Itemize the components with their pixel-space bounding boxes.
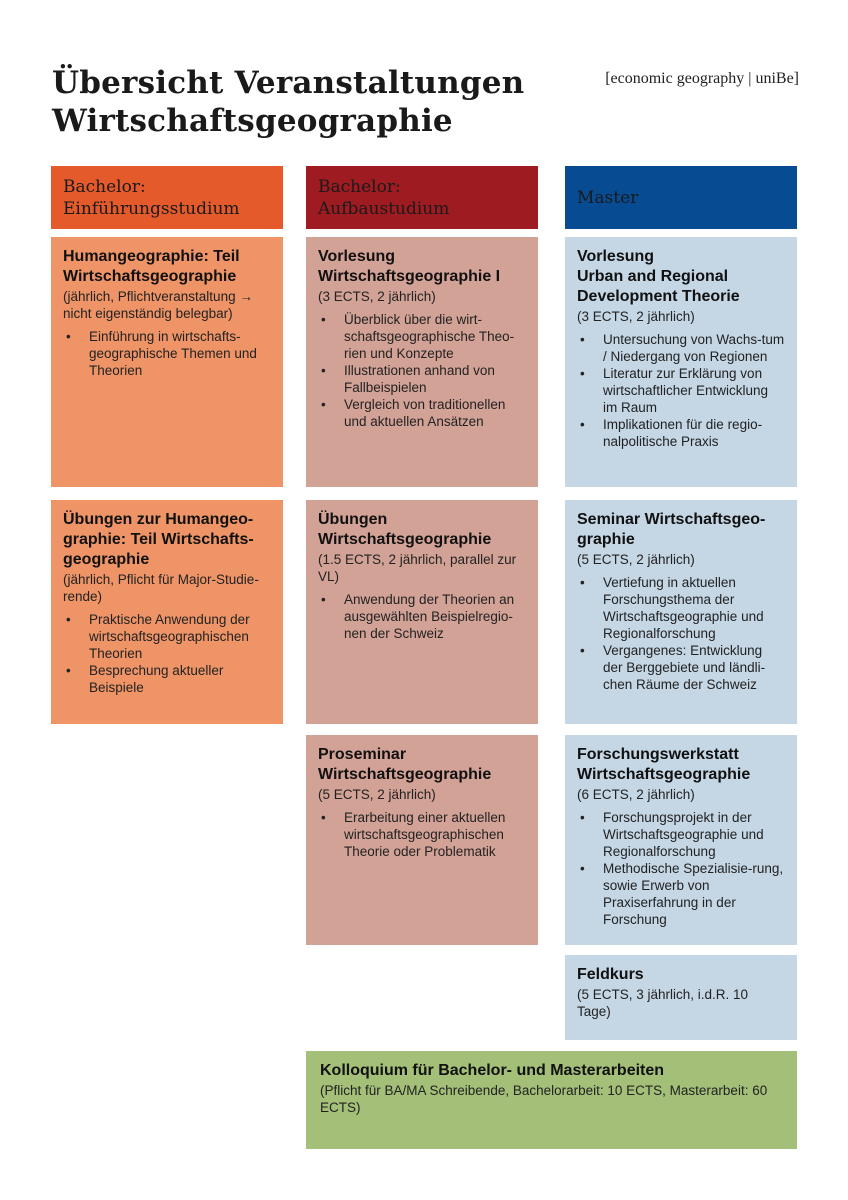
topic-item: • Vergangenes: Entwicklung der Berggebiete und ländli-chen Räume der Schweiz (577, 642, 785, 693)
course-seminar (565, 500, 797, 724)
course-title-line: Wirtschaftsgeographie I (318, 268, 501, 285)
course-title-line: Übungen zur Humangeo- (63, 511, 254, 528)
column-header-line1: Master (577, 187, 639, 208)
course-title-line: Development Theorie (577, 288, 740, 305)
course-info: (Pflicht für BA/MA Schreibende, Bachelorarbeit: 10 ECTS, Masterarbeit: 60 ECTS) (320, 1083, 768, 1115)
topic-item: • Illustrationen anhand von Fallbeispielen (318, 362, 526, 396)
course-title-line: Wirtschaftsgeographie (318, 766, 492, 783)
course-info: (jährlich, Pflicht für Major-Studie-rende) (63, 572, 259, 604)
course-title (577, 745, 785, 785)
topic-item: • Methodische Spezialisie-rung, sowie Erwerb von Praxiserfahrung in der Forschung (577, 860, 785, 928)
course-title-line: Seminar Wirtschaftsgeo- (577, 511, 766, 528)
column-header-master (565, 166, 797, 229)
topic-item: • Praktische Anwendung der wirtschaftsgeographischen Theorien (63, 611, 271, 662)
course-title-line: graphie: Teil Wirtschafts- (63, 531, 254, 548)
topic-item: • Literatur zur Erklärung von wirtschaftlicher Entwicklung im Raum (577, 365, 785, 416)
course-topics (318, 591, 526, 642)
page-title-line1: Übersicht Veranstaltungen (52, 65, 525, 101)
course-title (318, 745, 526, 785)
topic-item: • Implikationen für die regio-nalpolitische Praxis (577, 416, 785, 450)
course-title-line: Feldkurs (577, 966, 644, 983)
course-title (577, 965, 785, 985)
page-title (52, 64, 524, 140)
topic-item: • Vergleich von traditionellen und aktuellen Ansätzen (318, 396, 526, 430)
course-title-line: Vorlesung (318, 248, 396, 265)
course-topics (577, 574, 785, 693)
course-title-line: Urban and Regional (577, 268, 729, 285)
course-vorlesung-urban-regional (565, 237, 797, 487)
course-title (63, 247, 271, 287)
course-title-line: Humangeographie: Teil (63, 248, 240, 265)
course-topics (577, 331, 785, 450)
course-title-line: Vorlesung (577, 248, 655, 265)
course-title (577, 510, 785, 550)
column-header-line1: Bachelor: (318, 176, 401, 197)
course-title (318, 510, 526, 550)
course-title (318, 247, 526, 287)
course-title-line: Wirtschaftsgeographie (63, 268, 237, 285)
column-header-line1: Bachelor: (63, 176, 146, 197)
course-info: (3 ECTS, 2 jährlich) (577, 309, 695, 324)
course-title-line: geographie (63, 551, 150, 568)
course-topics (318, 311, 526, 430)
course-info: (3 ECTS, 2 jährlich) (318, 289, 436, 304)
course-info: (6 ECTS, 2 jährlich) (577, 787, 695, 802)
course-title (577, 247, 785, 307)
course-info: (5 ECTS, 2 jährlich) (577, 552, 695, 567)
brand-label: [economic geography | uniBe] (605, 70, 799, 87)
course-topics (63, 611, 271, 696)
course-title-line: graphie (577, 531, 635, 548)
course-topics (577, 809, 785, 928)
course-info: (1.5 ECTS, 2 jährlich, parallel zur VL) (318, 552, 517, 584)
course-title-line: Übungen (318, 511, 388, 528)
course-info: (5 ECTS, 3 jährlich, i.d.R. 10 Tage) (577, 987, 749, 1019)
course-info: (jährlich, Pflichtveranstaltung → nicht eigenständig belegbar) (63, 289, 253, 321)
course-title-line: Wirtschaftsgeographie (577, 766, 751, 783)
page-title-line2: Wirtschaftsgeographie (52, 103, 453, 139)
topic-item: • Forschungsprojekt in der Wirtschaftsgeographie und Regionalforschung (577, 809, 785, 860)
course-title-line: Forschungswerkstatt (577, 746, 739, 763)
topic-item: • Einführung in wirtschafts-geographische Themen und Theorien (63, 328, 271, 379)
course-title (63, 510, 271, 570)
course-vorlesung-wirtschaftsgeographie (306, 237, 538, 487)
topic-item: • Besprechung aktueller Beispiele (63, 662, 271, 696)
topic-item: • Untersuchung von Wachs-tum / Niedergang von Regionen (577, 331, 785, 365)
course-info: (5 ECTS, 2 jährlich) (318, 787, 436, 802)
course-humangeographie (51, 237, 283, 487)
column-header-bachelor-aufbau (306, 166, 538, 229)
course-topics (318, 809, 526, 860)
course-proseminar (306, 735, 538, 945)
column-header-line2: Einführungsstudium (63, 198, 240, 219)
course-forschungswerkstatt (565, 735, 797, 945)
topic-item: • Überblick über die wirt-schaftsgeographische Theo-rien und Konzepte (318, 311, 526, 362)
course-topics (63, 328, 271, 379)
course-title: Kolloquium für Bachelor- und Masterarbeiten (320, 1062, 665, 1079)
course-uebungen-humangeographie (51, 500, 283, 724)
course-uebungen-wirtschaftsgeographie (306, 500, 538, 724)
course-title-line: Proseminar (318, 746, 407, 763)
course-kolloquium (306, 1051, 797, 1149)
topic-item: • Erarbeitung einer aktuellen wirtschaftsgeographischen Theorie oder Problematik (318, 809, 526, 860)
course-feldkurs (565, 955, 797, 1040)
column-header-line2: Aufbaustudium (318, 198, 450, 219)
column-header-bachelor-einfuehrung (51, 166, 283, 229)
topic-item: • Anwendung der Theorien an ausgewählten Beispielregio-nen der Schweiz (318, 591, 526, 642)
topic-item: • Vertiefung in aktuellen Forschungsthema der Wirtschaftsgeographie und Regionalforschung (577, 574, 785, 642)
course-title-line: Wirtschaftsgeographie (318, 531, 492, 548)
